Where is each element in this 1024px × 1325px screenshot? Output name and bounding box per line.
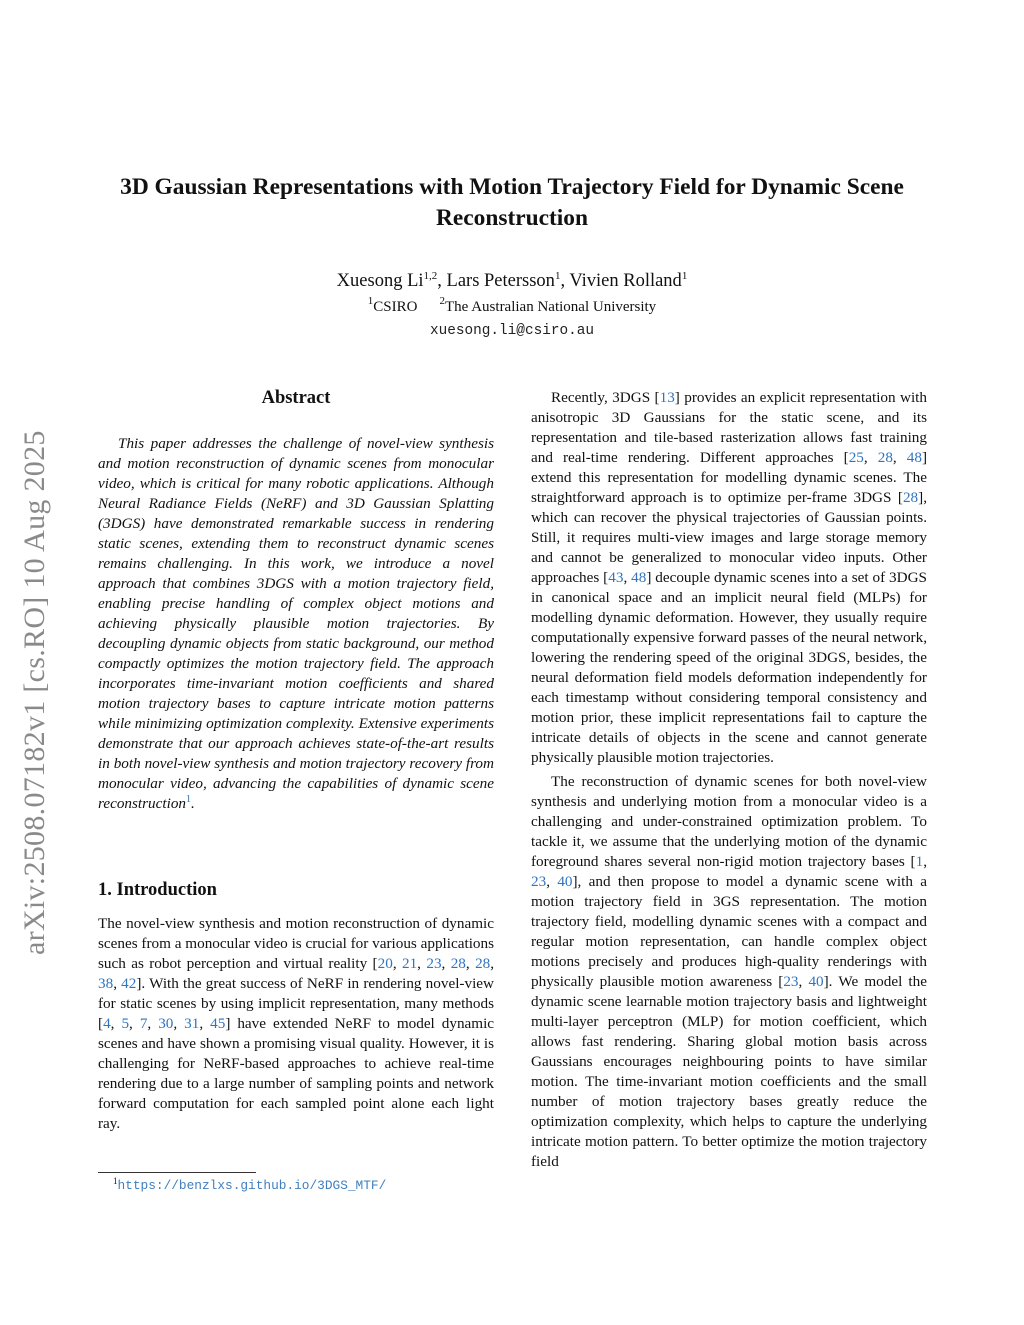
text-run: , <box>110 1015 122 1032</box>
text-run: The reconstruction of dynamic scenes for both novel-view synthesis and underlying motion from a monocular video is a challenging and under-constrained optimization problem. To tackle it, we assume that the underlying motion of the dynamic foreground shares several non-rigid motion trajectory bases [ <box>531 773 927 870</box>
citation-link[interactable]: 4 <box>103 1015 111 1032</box>
citation-link[interactable]: 48 <box>631 569 647 586</box>
abstract-end-punct: . <box>191 795 195 812</box>
citation-link[interactable]: 42 <box>121 975 137 992</box>
text-run: , <box>417 955 427 972</box>
citation-link[interactable]: 28 <box>450 955 466 972</box>
citation-link[interactable]: 38 <box>98 975 114 992</box>
citation-link[interactable]: 43 <box>608 569 624 586</box>
citation-link[interactable]: 1 <box>915 853 924 870</box>
citation-link[interactable]: 7 <box>139 1015 148 1032</box>
text-run: ], and then propose to model a dynamic scene with a motion trajectory field in 3GS representation. The motion trajectory field, modelling dynamic scenes with a compact and regular motion representation, can handle complex object motions precisely and produces high-quality renderings with physically plausible motion awareness [ <box>531 873 928 990</box>
text-run: , <box>923 853 927 870</box>
affiliation-mark: 1 <box>367 295 374 307</box>
text-run: , <box>546 873 558 890</box>
footnote-url-link[interactable]: https://benzlxs.github.io/3DGS_MTF/ <box>117 1178 387 1193</box>
citation-link[interactable]: 31 <box>184 1015 200 1032</box>
author-name: Lars Petersson <box>446 271 555 291</box>
author-affiliation-mark: 1 <box>554 270 561 282</box>
affiliation-list <box>100 297 924 317</box>
citation-link[interactable]: 23 <box>531 873 547 890</box>
abstract-heading: Abstract <box>261 388 331 408</box>
citation-link[interactable]: 48 <box>906 449 922 466</box>
text-run: , <box>147 1015 159 1032</box>
abstract-text <box>98 434 494 814</box>
citation-link[interactable]: 23 <box>426 955 442 972</box>
citation-link[interactable]: 23 <box>783 973 799 990</box>
affiliation-mark: 2 <box>439 295 445 307</box>
paragraph <box>98 914 494 1134</box>
author-name: Xuesong Li <box>336 271 424 291</box>
paragraph <box>531 772 927 1172</box>
text-run: , <box>623 569 632 586</box>
text-run: ] extend this representation for modelling dynamic scenes. The straightforward approach is to optimize per-frame 3DGS [ <box>531 449 927 506</box>
text-run: ]. With the great success of NeRF in rendering novel-view for static scenes by using implicit representation, many methods [ <box>98 975 495 1032</box>
citation-link[interactable]: 5 <box>121 1015 130 1032</box>
text-run: The novel-view synthesis and motion reconstruction of dynamic scenes from a monocular video is crucial for various applications such as robot perception and virtual reality [ <box>98 915 495 972</box>
section-heading-introduction: 1. Introduction <box>98 880 217 900</box>
paragraph <box>531 388 927 768</box>
author-name: Vivien Rolland <box>569 271 682 291</box>
text-run: , <box>199 1015 211 1032</box>
text-run: , <box>892 449 907 466</box>
text-run: , <box>863 449 878 466</box>
author-affiliation-mark: 1,2 <box>423 270 438 282</box>
citation-link[interactable]: 28 <box>475 955 491 972</box>
author-affiliation-mark: 1 <box>681 270 688 282</box>
paper-title: 3D Gaussian Representations with Motion Trajectory Field for Dynamic Scene Reconstruction <box>120 174 904 231</box>
arxiv-identifier: arXiv:2508.07182v1 [cs.RO] 10 Aug 2025 <box>18 430 51 955</box>
text-run: , <box>465 955 476 972</box>
affiliation-name: CSIRO <box>373 299 418 315</box>
author-email[interactable]: xuesong.li@csiro.au <box>429 323 595 339</box>
text-run: ] have extended NeRF to model dynamic scenes and have shown a promising visual quality. However, it is challenging for NeRF-based approaches to achieve real-time rendering due to a large number of sampling points and network forward computation for each sampled point alone each light ray. <box>98 1015 495 1132</box>
citation-link[interactable]: 28 <box>902 489 919 506</box>
citation-link[interactable]: 30 <box>158 1015 174 1032</box>
footnote-link[interactable]: 1 <box>186 794 192 805</box>
citation-link[interactable]: 21 <box>401 955 418 972</box>
citation-link[interactable]: 40 <box>557 873 573 890</box>
text-run: ]. We model the dynamic scene learnable motion trajectory basis and lightweight multi-layer perceptron (MLP) for motion coefficient, which allows fast rendering. Sharing global motion basis across Gaussians encourages neighbouring points to have similar motion. The time-invariant motion coefficients and the small number of motion trajectory bases greatly reduce the optimization complexity, which helps to capture the underlying intricate motion pattern. To better optimize the motion trajectory field <box>531 973 927 1170</box>
text-run: , <box>173 1015 185 1032</box>
author-list: Xuesong Li$^{1,2}$, Lars Petersson$^1$, Vivien Rolland$^1$ <box>336 270 688 291</box>
introduction-text <box>98 914 494 1134</box>
affiliation-name: The Australian National University <box>444 299 657 315</box>
text-run: , <box>392 955 402 972</box>
citation-link[interactable]: 13 <box>659 389 675 406</box>
citation-link[interactable]: 40 <box>808 973 824 990</box>
right-column-text <box>531 388 927 1172</box>
abstract-body: This paper addresses the challenge of novel-view synthesis and motion reconstruction of dynamic scenes from monocular video, which is critical for many robotic applications. Although Neural Radiance Fields (NeRF) and 3D Gaussian Splatting (3DGS) have demonstrated remarkable success in rendering static scenes, extending them to reconstruct dynamic scenes remains challenging. In this work, we introduce a novel approach that combines 3DGS with a motion trajectory field, enabling precise handling of complex object motions and achieving physically plausible motion trajectories. By decoupling dynamic objects from static background, our method compactly optimizes the motion trajectory field. The approach incorporates time-invariant motion coefficients and shared motion trajectory bases to capture intricate motion patterns while minimizing optimization complexity. Extensive experiments demonstrate that our approach achieves state-of-the-art results in both novel-view synthesis and motion trajectory recovery from monocular video, advancing the capabilities of dynamic scene reconstruction <box>98 435 494 812</box>
text-run: ] provides an explicit representation with anisotropic 3D Gaussians for the static scene, and its representation and tile-based rasterization allows fast training and real-time rendering. Different approaches [ <box>531 389 927 466</box>
text-run: Recently, 3DGS [ <box>551 389 660 406</box>
citation-link[interactable]: 45 <box>210 1015 226 1032</box>
footnote-divider <box>98 1172 256 1173</box>
text-run: , <box>441 955 451 972</box>
citation-link[interactable]: 20 <box>377 955 393 972</box>
text-run: ] decouple dynamic scenes into a set of 3DGS in canonical space and an implicit neural field (MLPs) for modelling dynamic deformation. However, they usually require computationally expensive forward passes of the neural network, lowering the rendering speed of the original 3DGS, besides, the neural deformation field models deformation independently for each timestamp without considering temporal consistency and motion prior, these implicit representations fail to capture the intricate details of objects in the scene and cannot generate physically plausible motion trajectories. <box>531 569 927 766</box>
text-run: , <box>113 975 122 992</box>
citation-link[interactable]: 25 <box>848 449 864 466</box>
text-run: , <box>129 1015 140 1032</box>
footnote <box>113 1176 493 1195</box>
text-run: , <box>490 955 495 972</box>
footnote-mark: 1 <box>113 1176 118 1186</box>
text-run: , <box>798 973 809 990</box>
text-run: ], which can recover the physical trajectories of Gaussian points. Still, it requires multi-view images and large storage memory and cannot be generalized to monocular video inputs. Other approaches [ <box>531 489 927 586</box>
citation-link[interactable]: 28 <box>877 449 893 466</box>
